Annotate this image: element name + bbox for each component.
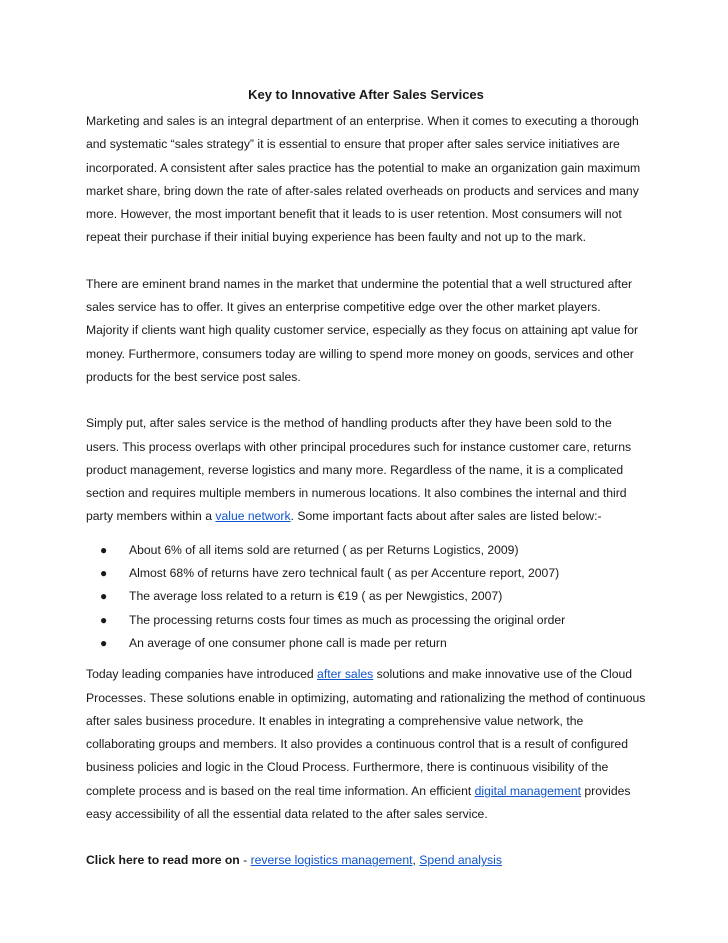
- document-title: Key to Innovative After Sales Services: [248, 87, 484, 102]
- read-more-comma: ,: [412, 853, 420, 868]
- fact-text: An average of one consumer phone call is made per return: [129, 635, 447, 650]
- paragraph-gap: [86, 826, 646, 849]
- spend-analysis-link[interactable]: Spend analysis: [419, 853, 502, 868]
- fact-text: Almost 68% of returns have zero technical fault ( as per Accenture report, 2007): [129, 566, 560, 581]
- list-item: [86, 632, 646, 655]
- facts-list: [86, 529, 646, 663]
- bullet-icon: ●: [100, 612, 108, 627]
- bullet-icon: ●: [100, 542, 108, 557]
- fact-text: About 6% of all items sold are returned ( as per Returns Logistics, 2009): [129, 542, 519, 557]
- paragraph-definition-text-1: Simply put, after sales service is the method of handling products after they have been sold to the users. This process overlaps with other principal procedures such for instance customer care, returns product management, reverse logistics and many more. Regardless of the name, it is a complicated section and requires multiple members in numerous locations. It also combines the internal and third party members within a: [86, 416, 632, 524]
- paragraph-brand-names: There are eminent brand names in the market that undermine the potential that a well structured after sales service has to offer. It gives an enterprise competitive edge over the other market players. Majority if clients want high quality customer service, especially as they focus on attaining apt value for money. Furthermore, consumers today are willing to spend more money on goods, services and other products for the best service post sales.: [86, 276, 639, 384]
- paragraph-gap: [86, 250, 646, 273]
- read-more-line: [86, 849, 646, 872]
- paragraph-cloud-text-3: provides easy accessibility of all the essential data related to the after sales service.: [86, 783, 631, 822]
- list-item: [86, 562, 646, 585]
- list-item: [86, 585, 646, 608]
- paragraph-definition-text-2: . Some important facts about after sales are listed below:-: [290, 509, 602, 524]
- value-network-link[interactable]: value network: [215, 509, 291, 524]
- after-sales-link[interactable]: after sales: [317, 667, 374, 682]
- document-page: [86, 85, 646, 873]
- bullet-icon: ●: [100, 589, 108, 604]
- paragraph-definition: [86, 412, 646, 528]
- read-more-separator: -: [239, 853, 251, 868]
- fact-text: The average loss related to a return is €19 ( as per Newgistics, 2007): [129, 589, 503, 604]
- paragraph-cloud-text-1: Today leading companies have introduced: [86, 667, 318, 682]
- paragraph-cloud: [86, 663, 646, 826]
- reverse-logistics-link[interactable]: reverse logistics management: [250, 853, 413, 868]
- bullet-icon: ●: [100, 566, 108, 581]
- bullet-icon: ●: [100, 635, 108, 650]
- list-item: [86, 539, 646, 562]
- paragraph-intro: Marketing and sales is an integral department of an enterprise. When it comes to executing a thorough and systematic “sales strategy” it is essential to ensure that proper after sales service initiatives are incorporated. A consistent after sales practice has the potential to make an organization gain maximum market share, bring down the rate of after-sales related overheads on products and services and many more. However, the most important benefit that it leads to is user retention. Most consumers will not repeat their purchase if their initial buying experience has been faulty and not up to the mark.: [86, 114, 641, 245]
- read-more-label: Click here to read more on: [86, 853, 240, 868]
- paragraph-cloud-text-2: solutions and make innovative use of the Cloud Processes. These solutions enable in optimizing, automating and rationalizing the method of continuous after sales business procedure. It enables in integrating a comprehensive value network, the collaborating groups and members. It also provides a continuous control that is a result of configured business policies and logic in the Cloud Process. Furthermore, there is continuous visibility of the complete process and is based on the real time information. An efficient: [86, 667, 646, 798]
- fact-text: The processing returns costs four times as much as processing the original order: [129, 612, 566, 627]
- paragraph-gap: [86, 389, 646, 412]
- digital-management-link[interactable]: digital management: [474, 783, 582, 798]
- list-item: [86, 609, 646, 632]
